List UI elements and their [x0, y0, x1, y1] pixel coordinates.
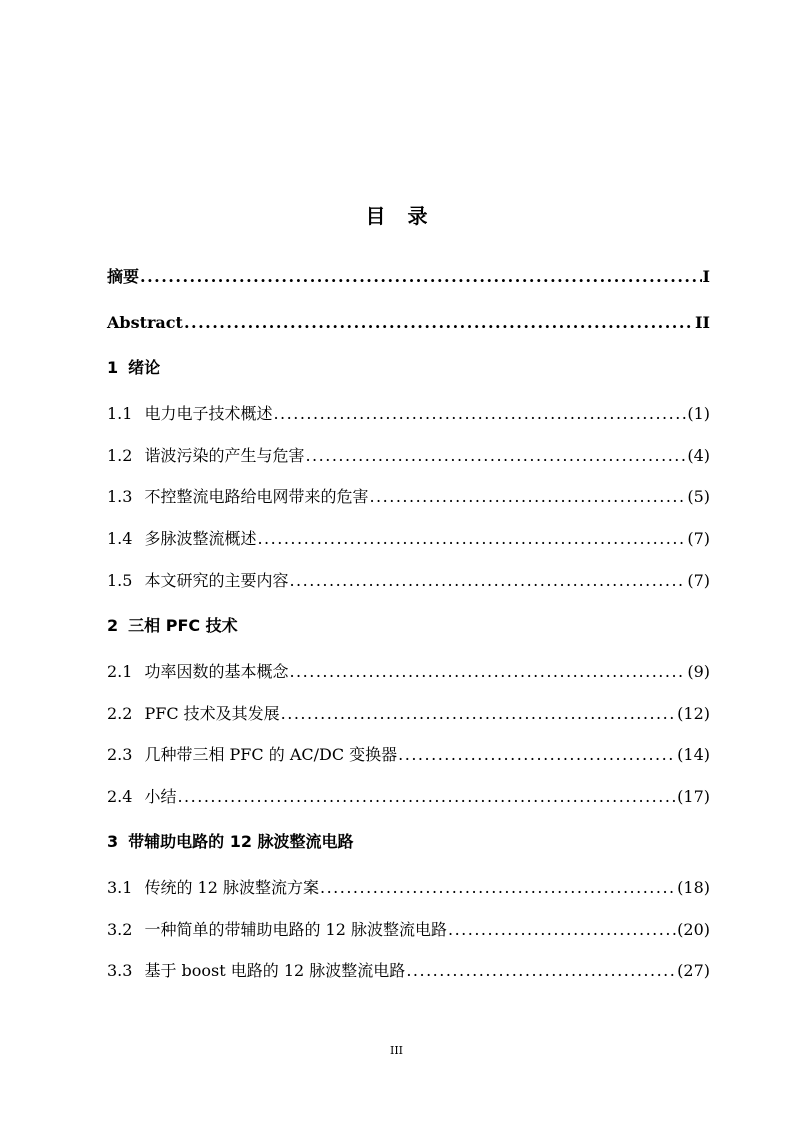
toc-chapter-1[interactable]: [107, 356, 710, 380]
toc-entry-2-3[interactable]: [107, 743, 710, 767]
section-number: 2.4: [107, 787, 133, 806]
toc-entry-title: 摘要: [107, 267, 140, 286]
toc-entry-page: I: [702, 267, 710, 286]
toc-entry-page: (18): [677, 878, 710, 897]
toc-entry-3-2[interactable]: [107, 918, 710, 942]
toc-entry-page: II: [695, 313, 710, 332]
dot-leader: [281, 702, 677, 726]
chapter-number: 2: [107, 616, 119, 635]
toc-entry-title: 多脉波整流概述: [144, 529, 257, 548]
toc-entry-abstract-cn[interactable]: [107, 265, 710, 289]
toc-entry-abstract-en[interactable]: [107, 311, 710, 335]
dot-leader: [369, 485, 686, 509]
section-number: 1.4: [107, 529, 133, 548]
toc-entry-title: 几种带三相 PFC 的 AC/DC 变换器: [144, 745, 398, 764]
toc-heading: [0, 200, 793, 229]
toc-entry-page: (1): [687, 404, 710, 423]
toc-entry-2-1[interactable]: [107, 660, 710, 684]
toc-chapter-3[interactable]: [107, 830, 710, 854]
section-number: 3.3: [107, 961, 133, 980]
toc-entry-title: 不控整流电路给电网带来的危害: [144, 487, 369, 506]
toc-entry-title: PFC 技术及其发展: [144, 704, 280, 723]
dot-leader: [320, 876, 676, 900]
toc-entry-page: (12): [677, 704, 710, 723]
chapter-number: 1: [107, 358, 119, 377]
dot-leader: [406, 959, 676, 983]
dot-leader: [273, 402, 686, 426]
section-number: 3.2: [107, 920, 133, 939]
chapter-title: 带辅助电路的 12 脉波整流电路: [128, 832, 354, 851]
section-number: 1.2: [107, 446, 133, 465]
section-number: 1.5: [107, 571, 133, 590]
dot-leader: [177, 785, 676, 809]
toc-entry-title: 谐波污染的产生与危害: [144, 446, 305, 465]
toc-entry-1-2[interactable]: [107, 444, 710, 468]
toc-heading-char-1: 目: [365, 204, 386, 228]
toc-entry-title: 电力电子技术概述: [144, 404, 273, 423]
section-number: 1.1: [107, 404, 133, 423]
toc-entry-1-3[interactable]: [107, 485, 710, 509]
dot-leader: [140, 265, 702, 289]
toc-entry-title: Abstract: [107, 313, 183, 332]
dot-leader: [257, 527, 686, 551]
chapter-number: 3: [107, 832, 119, 851]
dot-leader: [305, 444, 686, 468]
dot-leader: [289, 660, 686, 684]
dot-leader: [398, 743, 676, 767]
toc-entry-page: (7): [687, 529, 710, 548]
toc-entry-page: (7): [687, 571, 710, 590]
toc-entry-title: 基于 boost 电路的 12 脉波整流电路: [144, 961, 406, 980]
dot-leader: [289, 569, 686, 593]
toc-entry-page: (4): [687, 446, 710, 465]
toc-entry-page: (5): [687, 487, 710, 506]
toc-entry-2-2[interactable]: [107, 702, 710, 726]
toc-entry-page: (17): [677, 787, 710, 806]
toc-entry-page: (20): [677, 920, 710, 939]
dot-leader: [184, 311, 694, 335]
toc-entry-3-3[interactable]: [107, 959, 710, 983]
section-number: 1.3: [107, 487, 133, 506]
dot-leader: [448, 918, 676, 942]
toc-entry-page: (14): [677, 745, 710, 764]
toc-entry-3-1[interactable]: [107, 876, 710, 900]
page-number-footer: III: [389, 1044, 404, 1057]
toc-heading-char-2: 录: [407, 204, 428, 228]
section-number: 3.1: [107, 878, 133, 897]
toc-entry-title: 功率因数的基本概念: [144, 662, 289, 681]
toc-entry-page: (27): [677, 961, 710, 980]
toc-entry-2-4[interactable]: [107, 785, 710, 809]
toc-entry-1-5[interactable]: [107, 569, 710, 593]
toc-entry-1-1[interactable]: [107, 402, 710, 426]
toc-entry-page: (9): [687, 662, 710, 681]
toc-entry-title: 本文研究的主要内容: [144, 571, 289, 590]
chapter-title: 三相 PFC 技术: [128, 616, 238, 635]
toc-entry-1-4[interactable]: [107, 527, 710, 551]
toc-entry-title: 小结: [144, 787, 177, 806]
toc-entry-title: 传统的 12 脉波整流方案: [144, 878, 319, 897]
toc-entry-title: 一种简单的带辅助电路的 12 脉波整流电路: [144, 920, 447, 939]
toc-chapter-2[interactable]: [107, 614, 710, 638]
section-number: 2.2: [107, 704, 133, 723]
section-number: 2.3: [107, 745, 133, 764]
chapter-title: 绪论: [128, 358, 161, 377]
section-number: 2.1: [107, 662, 133, 681]
